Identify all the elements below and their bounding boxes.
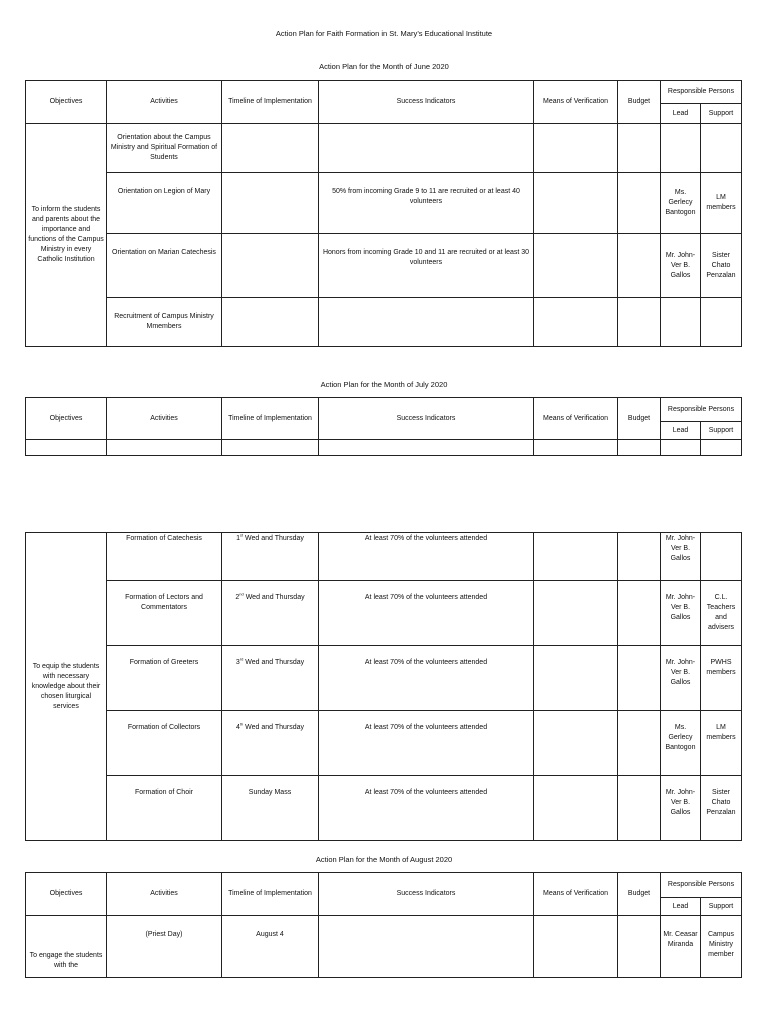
empty-cell — [26, 440, 107, 456]
support-cell: Sister Chato Penzalan — [701, 776, 742, 841]
budget-cell — [618, 173, 661, 234]
budget-cell — [618, 124, 661, 173]
lead-cell — [661, 124, 701, 173]
header-means-of-verification: Means of Verification — [534, 398, 618, 440]
activity-cell: Orientation about the Campus Ministry and Spiritual Formation of Students — [107, 124, 222, 173]
lead-cell: Mr. Ceasar Miranda — [661, 916, 701, 978]
success-cell — [319, 124, 534, 173]
header-budget: Budget — [618, 398, 661, 440]
header-objectives: Objectives — [26, 398, 107, 440]
table-row — [26, 173, 742, 234]
header-budget: Budget — [618, 81, 661, 124]
success-cell: At least 70% of the volunteers attended — [319, 533, 534, 581]
timeline-cell: August 4 — [222, 916, 319, 978]
activity-cell: Formation of Choir — [107, 776, 222, 841]
header-budget: Budget — [618, 873, 661, 916]
budget-cell — [618, 646, 661, 711]
lead-cell: Ms. Gerlecy Bantogon — [661, 173, 701, 234]
success-cell: At least 70% of the volunteers attended — [319, 776, 534, 841]
empty-cell — [107, 440, 222, 456]
success-cell: At least 70% of the volunteers attended — [319, 646, 534, 711]
july-objective: To equip the students with necessary knowledge about their chosen liturgical services — [26, 533, 107, 841]
support-cell: LM members — [701, 173, 742, 234]
lead-cell: Mr. John-Ver B. Gallos — [661, 646, 701, 711]
header-objectives: Objectives — [26, 873, 107, 916]
header-activities: Activities — [107, 81, 222, 124]
empty-cell — [618, 440, 661, 456]
success-cell — [319, 916, 534, 978]
table-row — [26, 646, 742, 711]
table-row — [26, 234, 742, 298]
header-responsible-persons: Responsible Persons — [661, 81, 742, 104]
june-plan-table — [25, 80, 742, 347]
budget-cell — [618, 298, 661, 347]
support-cell — [701, 124, 742, 173]
budget-cell — [618, 916, 661, 978]
budget-cell — [618, 711, 661, 776]
header-activities: Activities — [107, 873, 222, 916]
timeline-cell — [222, 124, 319, 173]
empty-cell — [701, 440, 742, 456]
lead-cell: Ms. Gerlecy Bantogon — [661, 711, 701, 776]
august-plan-table — [25, 872, 742, 978]
empty-cell — [661, 440, 701, 456]
table-row — [26, 581, 742, 646]
means-cell — [534, 776, 618, 841]
budget-cell — [618, 533, 661, 581]
budget-cell — [618, 581, 661, 646]
timeline-cell: 4th Wed and Thursday — [222, 711, 319, 776]
header-objectives: Objectives — [26, 81, 107, 124]
document-title: Action Plan for Faith Formation in St. Mary’s Educational Institute — [275, 29, 493, 38]
table-row — [26, 298, 742, 347]
budget-cell — [618, 776, 661, 841]
august-objective: To engage the students with the — [26, 916, 107, 978]
header-lead: Lead — [661, 898, 701, 916]
means-cell — [534, 581, 618, 646]
header-success-indicators: Success Indicators — [319, 398, 534, 440]
lead-cell: Mr. John-Ver B. Gallos — [661, 776, 701, 841]
support-cell: LM members — [701, 711, 742, 776]
activity-cell: Recruitment of Campus Ministry Mmembers — [107, 298, 222, 347]
header-timeline: Timeline of Implementation — [222, 398, 319, 440]
timeline-cell: 2nd Wed and Thursday — [222, 581, 319, 646]
header-timeline: Timeline of Implementation — [222, 81, 319, 124]
success-cell: At least 70% of the volunteers attended — [319, 581, 534, 646]
support-cell — [701, 533, 742, 581]
empty-cell — [222, 440, 319, 456]
activity-cell: Orientation on Marian Catechesis — [107, 234, 222, 298]
timeline-cell: 1st Wed and Thursday — [222, 533, 319, 581]
table-row — [26, 533, 742, 581]
success-cell: Honors from incoming Grade 10 and 11 are recruited or at least 30 volunteers — [319, 234, 534, 298]
header-means-of-verification: Means of Verification — [534, 873, 618, 916]
july-plan-table — [25, 397, 742, 456]
means-cell — [534, 711, 618, 776]
table-row — [26, 711, 742, 776]
header-activities: Activities — [107, 398, 222, 440]
activity-cell: Orientation on Legion of Mary — [107, 173, 222, 234]
means-cell — [534, 298, 618, 347]
activity-cell: Formation of Greeters — [107, 646, 222, 711]
timeline-cell: 3rd Wed and Thursday — [222, 646, 319, 711]
support-cell: C.L. Teachers and advisers — [701, 581, 742, 646]
august-section-title: Action Plan for the Month of August 2020 — [315, 855, 453, 864]
header-lead: Lead — [661, 104, 701, 124]
means-cell — [534, 234, 618, 298]
july-section-title: Action Plan for the Month of July 2020 — [320, 380, 448, 389]
table-row — [26, 124, 742, 173]
activity-cell: (Priest Day) — [107, 916, 222, 978]
july-continuation-table — [25, 532, 742, 841]
success-cell — [319, 298, 534, 347]
activity-cell: Formation of Catechesis — [107, 533, 222, 581]
lead-cell: Mr. John-Ver B. Gallos — [661, 581, 701, 646]
means-cell — [534, 124, 618, 173]
success-cell: At least 70% of the volunteers attended — [319, 711, 534, 776]
lead-cell: Mr. John-Ver B. Gallos — [661, 234, 701, 298]
table-row — [26, 916, 742, 978]
june-objective: To inform the students and parents about the importance and functions of the Campus Ministry in every Catholic Institution — [26, 124, 107, 347]
means-cell — [534, 533, 618, 581]
header-support: Support — [701, 104, 742, 124]
success-cell: 50% from incoming Grade 9 to 11 are recruited or at least 40 volunteers — [319, 173, 534, 234]
timeline-cell — [222, 298, 319, 347]
means-cell — [534, 916, 618, 978]
header-means-of-verification: Means of Verification — [534, 81, 618, 124]
table-row — [26, 440, 742, 456]
means-cell — [534, 646, 618, 711]
timeline-cell — [222, 234, 319, 298]
support-cell: PWHS members — [701, 646, 742, 711]
lead-cell: Mr. John-Ver B. Gallos — [661, 533, 701, 581]
header-timeline: Timeline of Implementation — [222, 873, 319, 916]
support-cell: Campus Ministry member — [701, 916, 742, 978]
activity-cell: Formation of Lectors and Commentators — [107, 581, 222, 646]
lead-cell — [661, 298, 701, 347]
means-cell — [534, 173, 618, 234]
header-lead: Lead — [661, 422, 701, 440]
empty-cell — [534, 440, 618, 456]
budget-cell — [618, 234, 661, 298]
header-support: Support — [701, 898, 742, 916]
header-success-indicators: Success Indicators — [319, 81, 534, 124]
table-row — [26, 776, 742, 841]
header-success-indicators: Success Indicators — [319, 873, 534, 916]
support-cell: Sister Chato Penzalan — [701, 234, 742, 298]
timeline-cell: Sunday Mass — [222, 776, 319, 841]
header-responsible-persons: Responsible Persons — [661, 873, 742, 898]
june-section-title: Action Plan for the Month of June 2020 — [319, 62, 449, 71]
header-support: Support — [701, 422, 742, 440]
header-responsible-persons: Responsible Persons — [661, 398, 742, 422]
activity-cell: Formation of Collectors — [107, 711, 222, 776]
support-cell — [701, 298, 742, 347]
empty-cell — [319, 440, 534, 456]
timeline-cell — [222, 173, 319, 234]
